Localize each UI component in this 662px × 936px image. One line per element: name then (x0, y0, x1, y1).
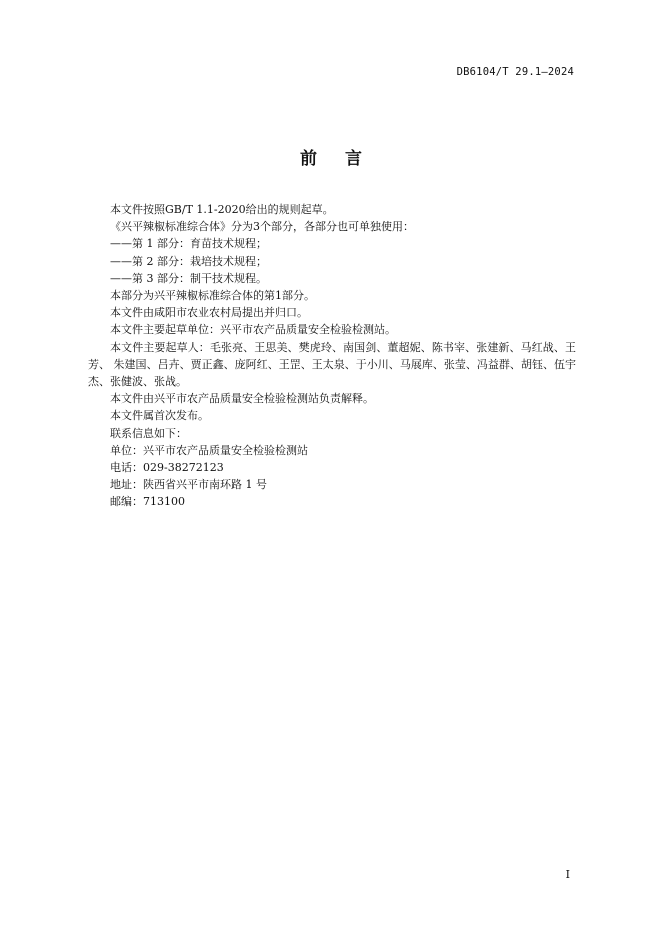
paragraph-drafting-rules: 本文件按照GB/T 1.1-2020给出的规则起草。 (110, 203, 334, 216)
contact-address: 地址：陕西省兴平市南环路 1 号 (110, 478, 267, 492)
paragraph-structure: 《兴平辣椒标准综合体》分为3个部分，各部分也可单独使用： (110, 220, 414, 234)
list-item-part-2: ——第 2 部分：栽培技术规程； (110, 254, 267, 268)
list-item-part-1: ——第 1 部分：育苗技术规程； (110, 237, 267, 251)
contact-unit: 单位：兴平市农产品质量安全检验检测站 (110, 443, 308, 457)
paragraph-contact-heading: 联系信息如下： (110, 426, 187, 440)
paragraph-drafters: 本文件主要起草人：毛张亮、王思美、樊虎玲、南国剑、董超妮、陈书宰、张建新、马红战、王芳、 朱建国、吕卉、贾正鑫、庞阿红、王罡、王太泉、于小川、马展库、张莹、冯益群、胡钰、伍宇杰、张健波、张战。 (88, 340, 576, 389)
foreword-body (88, 201, 576, 511)
paragraph-first-release: 本文件属首次发布。 (110, 409, 209, 423)
list-item-part-3: ——第 3 部分：制干技术规程。 (110, 271, 267, 285)
page-number: I (565, 868, 570, 881)
paragraph-drafting-unit: 本文件主要起草单位：兴平市农产品质量安全检验检测站。 (110, 323, 396, 337)
paragraph-proposer: 本文件由咸阳市农业农村局提出并归口。 (110, 306, 308, 320)
contact-postcode: 邮编：713100 (110, 495, 185, 509)
paragraph-this-part: 本部分为兴平辣椒标准综合体的第1部分。 (110, 289, 315, 303)
page-title: 前言 (300, 149, 390, 169)
paragraph-interpretation: 本文件由兴平市农产品质量安全检验检测站负责解释。 (110, 392, 374, 406)
contact-phone: 电话：029-38272123 (110, 461, 224, 475)
document-code: DB6104/T 29.1—2024 (456, 66, 574, 78)
